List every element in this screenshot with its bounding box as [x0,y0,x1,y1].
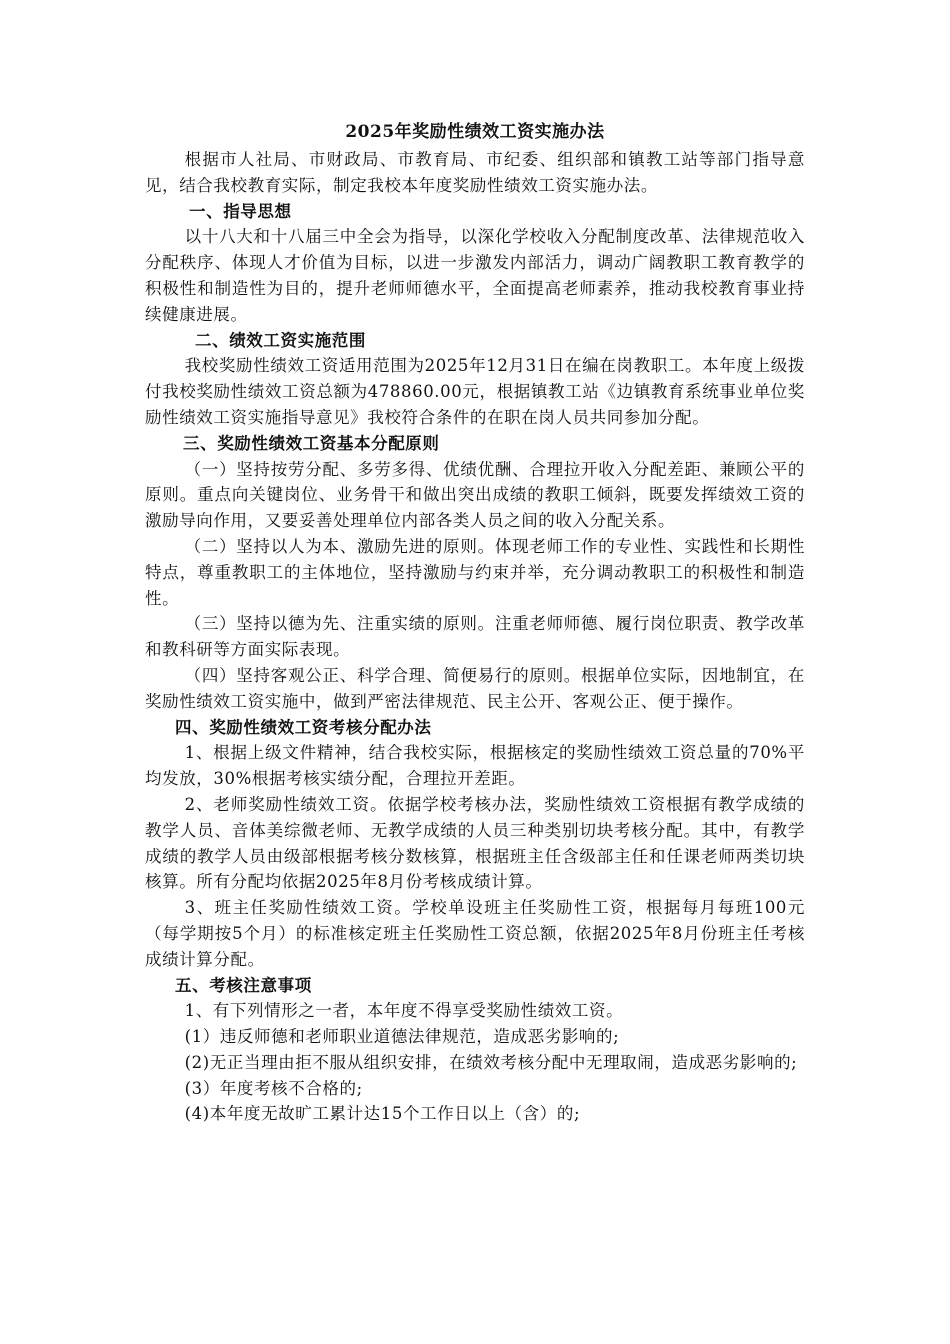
distribution-paragraph-3: 3、班主任奖励性绩效工资。学校单设班主任奖励性工资，根据每月每班100元（每学期按5个月）的标准核定班主任奖励性工资总额，依据2025年8月份班主任考核成绩计算分配。 [145,898,805,969]
section-heading-scope: 二、绩效工资实施范围 [195,330,366,350]
notes-paragraph: 1、有下列情形之一者，本年度不得享受奖励性绩效工资。 [184,1001,624,1021]
notes-item-4: (4)本年度无故旷工累计达15个工作日以上（含）的; [184,1104,581,1124]
section-heading-notes: 五、考核注意事项 [175,975,312,995]
section-paragraph: 我校奖励性绩效工资适用范围为2025年12月31日在编在岗教职工。本年度上级拨付我校奖励性绩效工资总额为478860.00元，根据镇教工站《边镇教育系统事业单位奖励性绩效工资实施指导意见》我校符合条件的在职在岗人员共同参加分配。 [145,356,805,427]
principle-paragraph-2: （二）坚持以人为本、激励先进的原则。体现老师工作的专业性、实践性和长期性特点，尊重教职工的主体地位，坚持激励与约束并举，充分调动教职工的积极性和制造性。 [145,536,805,608]
distribution-paragraph-1: 1、根据上级文件精神，结合我校实际，根据核定的奖励性绩效工资总量的70%平均发放，30%根据考核实绩分配，合理拉开差距。 [145,743,805,789]
section-heading-principles: 三、奖励性绩效工资基本分配原则 [183,433,440,453]
section-heading-distribution: 四、奖励性绩效工资考核分配办法 [175,717,432,737]
section-paragraph: 以十八大和十八届三中全会为指导，以深化学校收入分配制度改革、法律规范收入分配秩序、体现人才价值为目标，以进一步激发内部活力，调动广阔教职工教育教学的积极性和制造性为目的，提升老师师德水平，全面提高老师素养，推动我校教育事业持续健康进展。 [145,227,805,324]
notes-item-3: (3）年度考核不合格的; [184,1078,363,1098]
principle-paragraph-3: （三）坚持以德为先、注重实绩的原则。注重老师师德、履行岗位职责、教学改革和教科研等方面实际表现。 [145,614,805,660]
section-heading-guiding-thought: 一、指导思想 [189,201,292,221]
principle-paragraph-1: （一）坚持按劳分配、多劳多得、优绩优酬、合理拉开收入分配差距、兼顾公平的原则。重点向关键岗位、业务骨干和做出突出成绩的教职工倾斜，既要发挥绩效工资的激励导向作用，又要妥善处理单位内部各类人员之间的收入分配关系。 [145,459,805,531]
intro-paragraph: 根据市人社局、市财政局、市教育局、市纪委、组织部和镇教工站等部门指导意见，结合我校教育实际，制定我校本年度奖励性绩效工资实施办法。 [145,150,805,195]
notes-item-1: (1）违反师德和老师职业道德法律规范，造成恶劣影响的; [184,1027,620,1047]
document-page [145,118,805,1127]
notes-item-2: (2)无正当理由拒不服从组织安排，在绩效考核分配中无理取闹，造成恶劣影响的; [184,1052,798,1072]
principle-paragraph-4: （四）坚持客观公正、科学合理、简便易行的原则。根据单位实际，因地制宜，在奖励性绩效工资实施中，做到严密法律规范、民主公开、客观公正、便于操作。 [145,665,805,711]
distribution-paragraph-2: 2、老师奖励性绩效工资。依据学校考核办法，奖励性绩效工资根据有教学成绩的教学人员、音体美综微老师、无教学成绩的人员三种类别切块考核分配。其中，有教学成绩的教学人员由级部根据考核分数核算，根据班主任含级部主任和任课老师两类切块核算。所有分配均依据2025年8月份考核成绩计算。 [145,794,805,892]
document-title: 2025年奖励性绩效工资实施办法 [345,122,605,142]
